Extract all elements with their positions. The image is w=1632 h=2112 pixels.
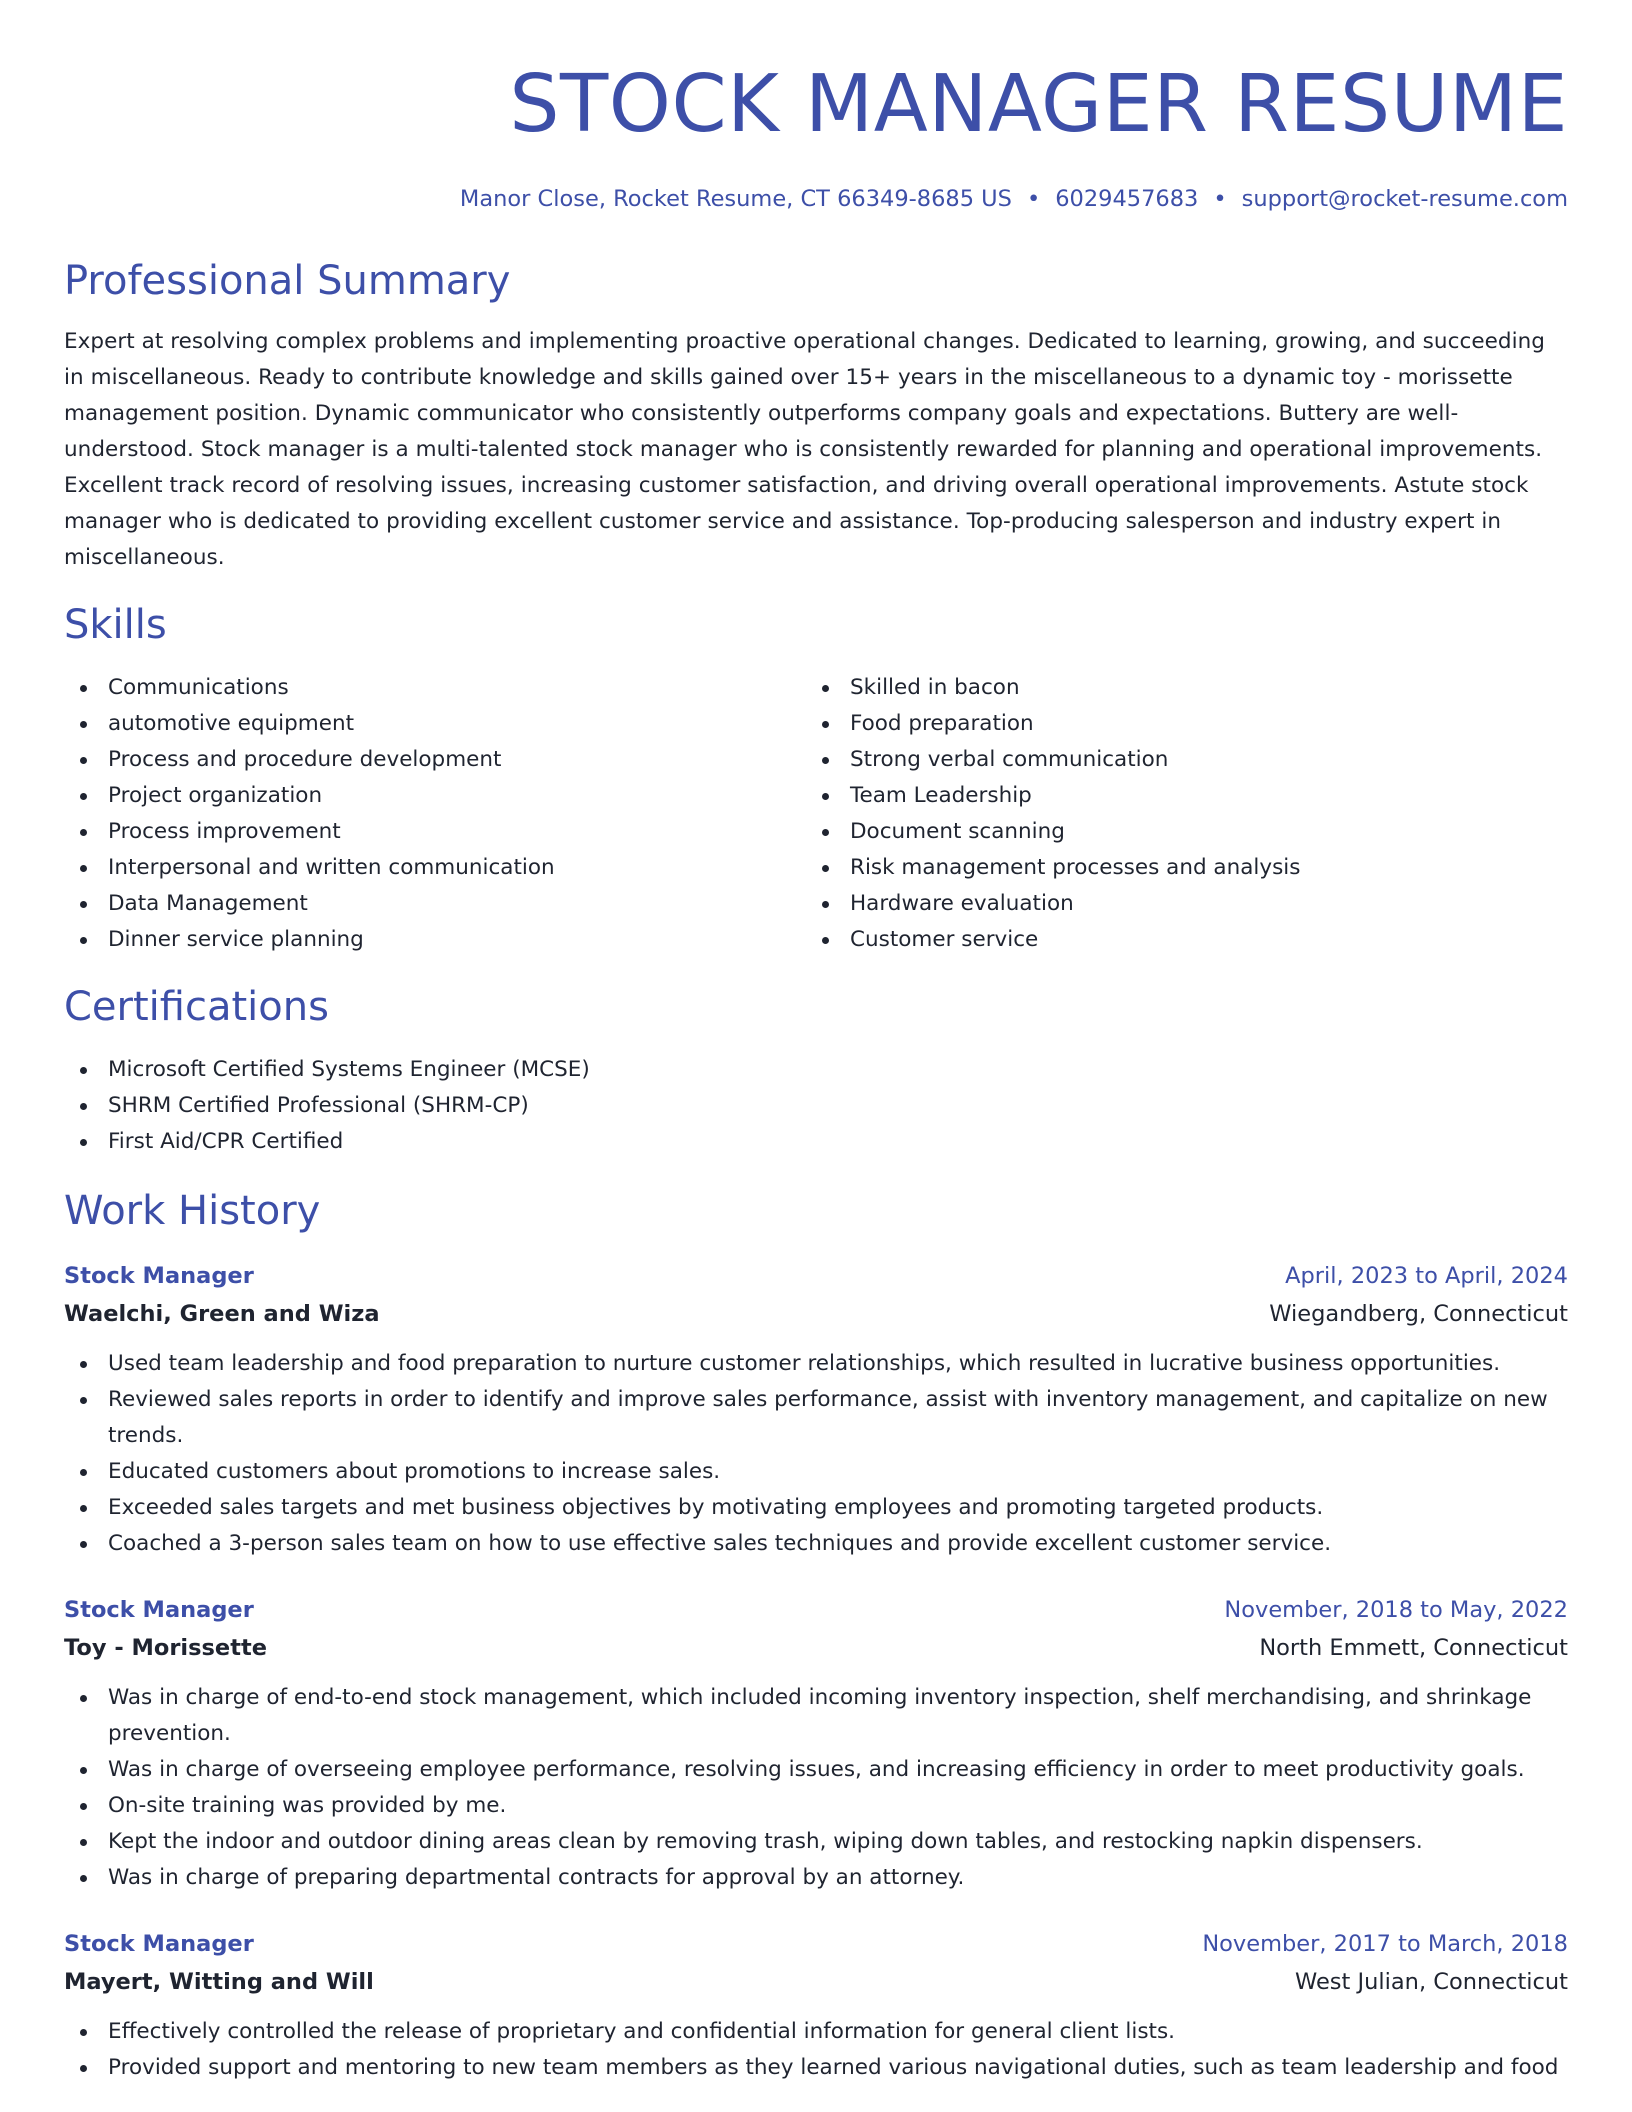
job-bullet: On-site training was provided by me. [64,1788,1568,1824]
skill-item: Project organization [64,778,806,814]
contact-address: Manor Close, Rocket Resume, CT 66349-8685 US [459,186,1012,212]
contact-phone: 6029457683 [1055,186,1199,212]
skill-item: Team Leadership [806,778,1548,814]
skill-item: Customer service [806,922,1548,958]
job-location: Wiegandberg, Connecticut [1269,1301,1568,1327]
skill-item: Risk management processes and analysis [806,850,1548,886]
resume-page [64,0,1568,2086]
job-title: Stock Manager [64,1931,254,1957]
job-bullet: Educated customers about promotions to increase sales. [64,1454,1568,1490]
job-bullets [64,2014,1568,2086]
job-company-row [64,1628,1568,1668]
job-title: Stock Manager [64,1263,254,1289]
job-header-row [64,1592,1568,1628]
job-company-row [64,1962,1568,2002]
certifications-heading: Certifications [64,984,329,1030]
job-bullet: Was in charge of end-to-end stock management, which included incoming inventory inspection, shelf merchandising, and shrinkage prevention. [64,1680,1568,1752]
job-bullet: Kept the indoor and outdoor dining areas clean by removing trash, wiping down tables, and restocking napkin dispensers. [64,1824,1568,1860]
job-bullet: Used team leadership and food preparation to nurture customer relationships, which resulted in lucrative business opportunities. [64,1346,1568,1382]
skill-item: Skilled in bacon [806,670,1548,706]
certifications-list [64,1052,1568,1160]
job-bullets [64,1680,1568,1896]
job-company-row [64,1294,1568,1334]
certification-item: Microsoft Certified Systems Engineer (MCSE) [64,1052,1568,1088]
skill-item: Food preparation [806,706,1548,742]
job-entry [64,1592,1568,1896]
job-entry [64,1258,1568,1562]
job-title: Stock Manager [64,1597,254,1623]
job-company: Toy - Morissette [64,1635,267,1661]
job-location: North Emmett, Connecticut [1259,1635,1568,1661]
job-company: Waelchi, Green and Wiza [64,1301,380,1327]
contact-line [64,184,1568,214]
job-bullet: Provided support and mentoring to new team members as they learned various navigational duties, such as team leadership and food [64,2050,1568,2086]
certification-item: SHRM Certified Professional (SHRM-CP) [64,1088,1568,1124]
skill-item: Process and procedure development [64,742,806,778]
job-entry [64,1926,1568,2086]
skill-item: Dinner service planning [64,922,806,958]
job-header-row [64,1926,1568,1962]
job-bullet: Effectively controlled the release of proprietary and confidential information for general client lists. [64,2014,1568,2050]
summary-text: Expert at resolving complex problems and implementing proactive operational changes. Dedicated to learning, growing, and succeeding in miscellaneous. Ready to contribute knowledge and skills gained over 15+ years in the miscellaneous to a dynamic toy - morissette management position. Dynamic communicator who consistently outperforms company goals and expectations. Buttery are well-understood. Stock manager is a multi-talented stock manager who is consistently rewarded for planning and operational improvements. Excellent track record of resolving issues, increasing customer satisfaction, and driving overall operational improvements. Astute stock manager who is dedicated to providing excellent customer service and assistance. Top-producing salesperson and industry expert in miscellaneous. [64,329,1545,570]
skill-item: Data Management [64,886,806,922]
job-dates: November, 2018 to May, 2022 [1224,1597,1568,1623]
skill-item: Communications [64,670,806,706]
resume-title: STOCK MANAGER RESUME [509,58,1568,150]
skill-item: Strong verbal communication [806,742,1548,778]
work-history-heading: Work History [64,1188,321,1234]
job-header-row [64,1258,1568,1294]
skill-item: Hardware evaluation [806,886,1548,922]
skill-item: Interpersonal and written communication [64,850,806,886]
skill-item: automotive equipment [64,706,806,742]
skills-heading: Skills [64,602,167,648]
skill-item: Document scanning [806,814,1548,850]
summary-heading: Professional Summary [64,258,511,304]
skill-item: Process improvement [64,814,806,850]
job-location: West Julian, Connecticut [1295,1969,1568,1995]
contact-separator: • [1026,186,1041,212]
contact-separator: • [1213,186,1227,212]
skills-column-right [806,670,1548,958]
job-bullet: Coached a 3-person sales team on how to use effective sales techniques and provide excellent customer service. [64,1526,1568,1562]
job-company: Mayert, Witting and Will [64,1969,374,1995]
job-bullets [64,1346,1568,1562]
skills-grid [64,670,1568,958]
job-bullet: Exceeded sales targets and met business objectives by motivating employees and promoting targeted products. [64,1490,1568,1526]
job-bullet: Was in charge of overseeing employee performance, resolving issues, and increasing efficiency in order to meet productivity goals. [64,1752,1568,1788]
certification-item: First Aid/CPR Certified [64,1124,1568,1160]
job-dates: November, 2017 to March, 2018 [1202,1931,1568,1957]
contact-email: support@rocket-resume.com [1241,186,1568,212]
job-bullet: Reviewed sales reports in order to identify and improve sales performance, assist with inventory management, and capitalize on new trends. [64,1382,1568,1454]
skills-column-left [64,670,806,958]
job-bullet: Was in charge of preparing departmental contracts for approval by an attorney. [64,1860,1568,1896]
job-dates: April, 2023 to April, 2024 [1285,1263,1568,1289]
